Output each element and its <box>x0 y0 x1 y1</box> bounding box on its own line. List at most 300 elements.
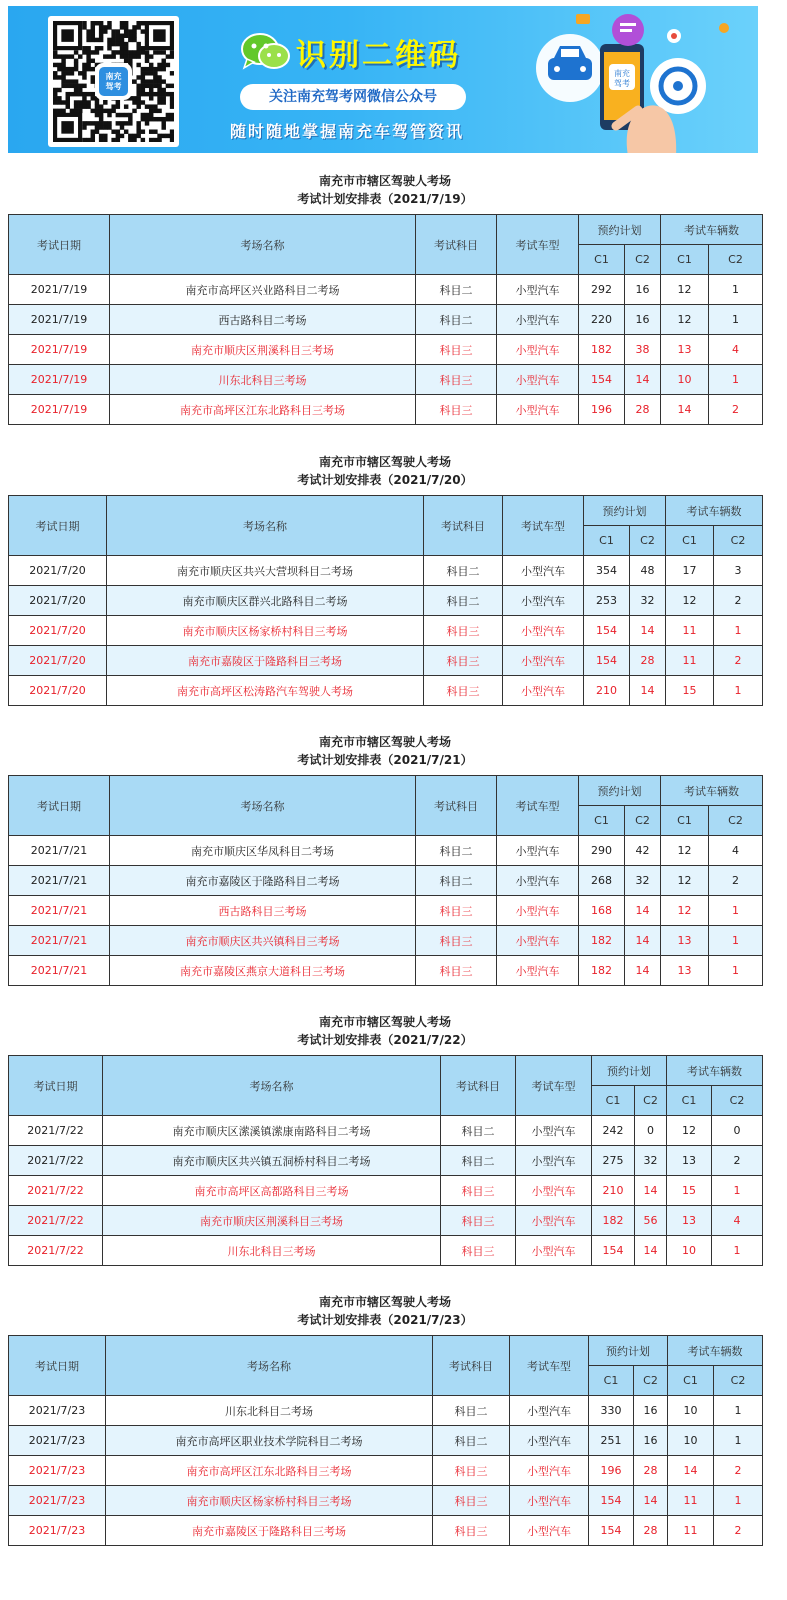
cell-plan-c1: 268 <box>579 866 625 896</box>
cell-plan-c1: 220 <box>579 305 625 335</box>
cell-venue: 南充市高坪区松涛路汽车驾驶人考场 <box>107 676 424 706</box>
cell-plan-c1: 154 <box>584 616 630 646</box>
cell-cars-c1: 15 <box>666 676 714 706</box>
cell-cars-c1: 11 <box>666 646 714 676</box>
schedule-body <box>9 275 763 425</box>
header-subject: 考试科目 <box>424 496 503 556</box>
cell-plan-c2: 14 <box>630 616 666 646</box>
qr-logo-line1: 南充 <box>105 71 122 81</box>
cell-subject: 科目二 <box>424 586 503 616</box>
section-title-line1: 南充市市辖区驾驶人考场 <box>318 735 451 749</box>
header-plan-c1: C1 <box>592 1086 635 1116</box>
table-row <box>9 1516 763 1546</box>
cell-plan-c2: 42 <box>625 836 661 866</box>
cell-venue: 南充市高坪区职业技术学院科目二考场 <box>106 1426 433 1456</box>
cell-vehicle: 小型汽车 <box>516 1236 592 1266</box>
header-vehicle: 考试车型 <box>497 215 579 275</box>
header-vehicle: 考试车型 <box>497 776 579 836</box>
wechat-icon <box>241 32 291 72</box>
cell-venue: 南充市顺庆区共兴镇五洞桥村科目二考场 <box>103 1146 441 1176</box>
cell-subject: 科目三 <box>416 896 497 926</box>
cell-plan-c1: 196 <box>589 1456 634 1486</box>
cell-plan-c2: 28 <box>634 1516 668 1546</box>
cell-date: 2021/7/22 <box>9 1116 103 1146</box>
cell-plan-c1: 251 <box>589 1426 634 1456</box>
cell-plan-c2: 32 <box>635 1146 667 1176</box>
cell-cars-c1: 17 <box>666 556 714 586</box>
card-icon <box>576 14 590 24</box>
cell-vehicle: 小型汽车 <box>510 1396 589 1426</box>
cell-plan-c2: 56 <box>635 1206 667 1236</box>
header-cars: 考试车辆数 <box>668 1336 763 1366</box>
cell-cars-c2: 2 <box>709 395 763 425</box>
cell-venue: 川东北科目二考场 <box>106 1396 433 1426</box>
cell-cars-c2: 1 <box>714 1396 763 1426</box>
table-row <box>9 365 763 395</box>
table-row <box>9 1206 763 1236</box>
cell-cars-c1: 12 <box>661 305 709 335</box>
cell-cars-c1: 12 <box>667 1116 712 1146</box>
table-row <box>9 676 763 706</box>
cell-vehicle: 小型汽车 <box>497 926 579 956</box>
header-subject: 考试科目 <box>433 1336 510 1396</box>
cell-plan-c1: 168 <box>579 896 625 926</box>
cell-vehicle: 小型汽车 <box>497 365 579 395</box>
header-cars-c2: C2 <box>714 526 763 556</box>
cell-venue: 南充市嘉陵区燕京大道科目三考场 <box>110 956 416 986</box>
cell-vehicle: 小型汽车 <box>497 836 579 866</box>
cell-venue: 南充市顺庆区共兴大营坝科目二考场 <box>107 556 424 586</box>
phone-logo-line1: 南充 <box>614 69 630 78</box>
header-cars: 考试车辆数 <box>661 215 763 245</box>
header-plan: 预约计划 <box>589 1336 668 1366</box>
schedule-body <box>9 836 763 986</box>
cell-vehicle: 小型汽车 <box>497 395 579 425</box>
cell-date: 2021/7/23 <box>9 1396 106 1426</box>
cell-cars-c1: 10 <box>661 365 709 395</box>
cell-cars-c1: 15 <box>667 1176 712 1206</box>
cell-plan-c1: 154 <box>592 1236 635 1266</box>
cell-venue: 南充市顺庆区杨家桥村科目三考场 <box>106 1486 433 1516</box>
cell-cars-c1: 12 <box>661 896 709 926</box>
header-cars-c2: C2 <box>714 1366 763 1396</box>
cell-cars-c1: 11 <box>666 616 714 646</box>
cell-subject: 科目三 <box>433 1456 510 1486</box>
cell-date: 2021/7/22 <box>9 1176 103 1206</box>
cell-venue: 南充市高坪区兴业路科目二考场 <box>110 275 416 305</box>
header-plan-c1: C1 <box>579 806 625 836</box>
cell-date: 2021/7/21 <box>9 866 110 896</box>
cell-cars-c2: 1 <box>709 305 763 335</box>
schedule-body <box>9 556 763 706</box>
cell-vehicle: 小型汽车 <box>510 1456 589 1486</box>
cell-cars-c1: 13 <box>667 1146 712 1176</box>
cell-venue: 南充市嘉陵区于隆路科目三考场 <box>106 1516 433 1546</box>
cell-subject: 科目三 <box>416 395 497 425</box>
cell-cars-c2: 2 <box>714 1516 763 1546</box>
cell-plan-c2: 16 <box>625 275 661 305</box>
header-plan-c2: C2 <box>625 245 661 275</box>
cell-plan-c2: 16 <box>634 1396 668 1426</box>
header-cars: 考试车辆数 <box>661 776 763 806</box>
cell-plan-c1: 210 <box>584 676 630 706</box>
schedule-table <box>8 775 763 986</box>
follow-account-pill: 关注南充驾考网微信公众号 <box>240 84 466 110</box>
table-row <box>9 1176 763 1206</box>
cell-plan-c1: 182 <box>579 926 625 956</box>
header-plan-c1: C1 <box>584 526 630 556</box>
cell-subject: 科目三 <box>441 1236 516 1266</box>
section-title-line2: 考试计划安排表（2021/7/21） <box>297 753 473 767</box>
cell-cars-c2: 1 <box>714 616 763 646</box>
table-row <box>9 1116 763 1146</box>
header-plan: 预约计划 <box>579 215 661 245</box>
cell-cars-c1: 10 <box>668 1426 714 1456</box>
section-title <box>8 1293 762 1329</box>
cell-plan-c2: 14 <box>635 1236 667 1266</box>
section-title <box>8 733 762 769</box>
header-plan-c2: C2 <box>625 806 661 836</box>
cell-cars-c2: 1 <box>709 896 763 926</box>
cell-date: 2021/7/21 <box>9 896 110 926</box>
table-row <box>9 646 763 676</box>
cell-cars-c1: 10 <box>668 1396 714 1426</box>
cell-subject: 科目二 <box>424 556 503 586</box>
cell-cars-c2: 2 <box>709 866 763 896</box>
phone-logo-line2: 驾考 <box>614 79 630 88</box>
cell-cars-c2: 1 <box>709 275 763 305</box>
cell-plan-c1: 182 <box>579 335 625 365</box>
header-cars-c2: C2 <box>712 1086 763 1116</box>
header-venue: 考场名称 <box>110 776 416 836</box>
cell-cars-c2: 1 <box>709 926 763 956</box>
cell-vehicle: 小型汽车 <box>510 1426 589 1456</box>
table-row <box>9 866 763 896</box>
scan-qr-title: 识别二维码 <box>296 38 461 73</box>
cell-plan-c2: 48 <box>630 556 666 586</box>
cell-venue: 南充市嘉陵区于隆路科目二考场 <box>110 866 416 896</box>
cell-date: 2021/7/22 <box>9 1146 103 1176</box>
cell-venue: 西古路科目三考场 <box>110 896 416 926</box>
cell-vehicle: 小型汽车 <box>510 1486 589 1516</box>
header-cars-c2: C2 <box>709 245 763 275</box>
header-subject: 考试科目 <box>441 1056 516 1116</box>
cell-plan-c1: 242 <box>592 1116 635 1146</box>
table-row <box>9 1486 763 1516</box>
cell-vehicle: 小型汽车 <box>503 556 584 586</box>
cell-cars-c2: 1 <box>709 365 763 395</box>
header-cars-c2: C2 <box>709 806 763 836</box>
cell-date: 2021/7/20 <box>9 616 107 646</box>
cell-cars-c1: 14 <box>661 395 709 425</box>
cell-venue: 南充市顺庆区华凤科目二考场 <box>110 836 416 866</box>
cell-venue: 南充市顺庆区共兴镇科目三考场 <box>110 926 416 956</box>
cell-cars-c2: 1 <box>709 956 763 986</box>
cell-plan-c1: 154 <box>589 1516 634 1546</box>
header-subject: 考试科目 <box>416 215 497 275</box>
section-title-line1: 南充市市辖区驾驶人考场 <box>318 1015 451 1029</box>
cell-cars-c1: 14 <box>668 1456 714 1486</box>
cell-subject: 科目三 <box>416 926 497 956</box>
cell-venue: 南充市顺庆区群兴北路科目二考场 <box>107 586 424 616</box>
table-row <box>9 1456 763 1486</box>
cell-vehicle: 小型汽车 <box>516 1146 592 1176</box>
header-date: 考试日期 <box>9 776 110 836</box>
header-vehicle: 考试车型 <box>503 496 584 556</box>
cell-venue: 南充市顺庆区潆溪镇潆康南路科目二考场 <box>103 1116 441 1146</box>
cell-cars-c1: 12 <box>666 586 714 616</box>
cell-date: 2021/7/19 <box>9 335 110 365</box>
schedule-body <box>9 1396 763 1546</box>
cell-date: 2021/7/22 <box>9 1236 103 1266</box>
cell-cars-c1: 12 <box>661 275 709 305</box>
cell-plan-c2: 28 <box>634 1456 668 1486</box>
header-cars: 考试车辆数 <box>667 1056 763 1086</box>
qr-logo-line2: 驾考 <box>105 81 122 91</box>
cell-date: 2021/7/19 <box>9 365 110 395</box>
cell-cars-c2: 4 <box>712 1206 763 1236</box>
cell-plan-c2: 14 <box>630 676 666 706</box>
header-plan-c1: C1 <box>589 1366 634 1396</box>
cell-cars-c2: 2 <box>714 586 763 616</box>
table-row <box>9 556 763 586</box>
section-title <box>8 453 762 489</box>
cell-venue: 西古路科目二考场 <box>110 305 416 335</box>
cell-plan-c1: 354 <box>584 556 630 586</box>
cell-venue: 南充市顺庆区荆溪科目三考场 <box>110 335 416 365</box>
cell-date: 2021/7/21 <box>9 836 110 866</box>
cell-plan-c1: 210 <box>592 1176 635 1206</box>
section-title-line2: 考试计划安排表（2021/7/20） <box>297 473 473 487</box>
cell-vehicle: 小型汽车 <box>503 646 584 676</box>
cell-subject: 科目二 <box>416 866 497 896</box>
cell-plan-c1: 275 <box>592 1146 635 1176</box>
header-vehicle: 考试车型 <box>510 1336 589 1396</box>
cell-plan-c2: 38 <box>625 335 661 365</box>
cell-vehicle: 小型汽车 <box>497 866 579 896</box>
header-plan-c1: C1 <box>579 245 625 275</box>
cell-cars-c2: 2 <box>714 646 763 676</box>
cell-date: 2021/7/19 <box>9 305 110 335</box>
cell-date: 2021/7/23 <box>9 1516 106 1546</box>
header-plan: 预约计划 <box>579 776 661 806</box>
cell-cars-c1: 11 <box>668 1516 714 1546</box>
header-plan-c2: C2 <box>634 1366 668 1396</box>
section-title-line1: 南充市市辖区驾驶人考场 <box>318 1295 451 1309</box>
table-row <box>9 926 763 956</box>
cell-cars-c1: 10 <box>667 1236 712 1266</box>
header-venue: 考场名称 <box>103 1056 441 1116</box>
cell-date: 2021/7/23 <box>9 1456 106 1486</box>
cell-venue: 川东北科目三考场 <box>103 1236 441 1266</box>
table-row <box>9 1236 763 1266</box>
banner-tagline: 随时随地掌握南充车驾管资讯 <box>230 122 465 141</box>
cell-plan-c1: 154 <box>589 1486 634 1516</box>
header-plan: 预约计划 <box>592 1056 667 1086</box>
cell-plan-c1: 292 <box>579 275 625 305</box>
cell-cars-c2: 0 <box>712 1116 763 1146</box>
cell-venue: 南充市高坪区高都路科目三考场 <box>103 1176 441 1206</box>
cell-plan-c2: 14 <box>625 365 661 395</box>
header-date: 考试日期 <box>9 215 110 275</box>
table-row <box>9 586 763 616</box>
cell-subject: 科目三 <box>424 676 503 706</box>
table-row <box>9 956 763 986</box>
cell-venue: 南充市高坪区江东北路科目三考场 <box>110 395 416 425</box>
cell-vehicle: 小型汽车 <box>497 275 579 305</box>
cell-vehicle: 小型汽车 <box>503 676 584 706</box>
header-cars-c1: C1 <box>668 1366 714 1396</box>
cell-cars-c2: 3 <box>714 556 763 586</box>
cell-vehicle: 小型汽车 <box>497 956 579 986</box>
cell-vehicle: 小型汽车 <box>510 1516 589 1546</box>
cell-plan-c1: 253 <box>584 586 630 616</box>
header-cars-c1: C1 <box>661 806 709 836</box>
cell-subject: 科目三 <box>424 646 503 676</box>
cell-cars-c1: 13 <box>661 956 709 986</box>
header-plan: 预约计划 <box>584 496 666 526</box>
header-date: 考试日期 <box>9 1336 106 1396</box>
schedule-table <box>8 214 763 425</box>
cell-date: 2021/7/20 <box>9 586 107 616</box>
table-row <box>9 896 763 926</box>
table-row <box>9 616 763 646</box>
cell-date: 2021/7/20 <box>9 556 107 586</box>
cell-subject: 科目三 <box>416 335 497 365</box>
cell-cars-c2: 2 <box>712 1146 763 1176</box>
cell-cars-c1: 13 <box>667 1206 712 1236</box>
cell-subject: 科目三 <box>441 1206 516 1236</box>
cell-plan-c2: 28 <box>630 646 666 676</box>
cell-venue: 南充市嘉陵区于隆路科目三考场 <box>107 646 424 676</box>
cell-subject: 科目二 <box>441 1116 516 1146</box>
cell-vehicle: 小型汽车 <box>503 586 584 616</box>
cell-plan-c1: 196 <box>579 395 625 425</box>
cell-plan-c1: 182 <box>579 956 625 986</box>
cell-vehicle: 小型汽车 <box>516 1206 592 1236</box>
qr-logo <box>97 65 130 98</box>
cell-venue: 南充市顺庆区杨家桥村科目三考场 <box>107 616 424 646</box>
table-row <box>9 275 763 305</box>
cell-vehicle: 小型汽车 <box>497 305 579 335</box>
qr-code[interactable] <box>48 16 179 147</box>
cell-plan-c2: 32 <box>625 866 661 896</box>
cell-plan-c2: 0 <box>635 1116 667 1146</box>
cell-cars-c2: 1 <box>712 1236 763 1266</box>
cell-date: 2021/7/20 <box>9 646 107 676</box>
header-plan-c2: C2 <box>635 1086 667 1116</box>
driving-phone-illustration <box>528 6 758 153</box>
cell-vehicle: 小型汽车 <box>497 896 579 926</box>
table-row <box>9 836 763 866</box>
wechat-qr-banner <box>8 6 758 153</box>
cell-date: 2021/7/22 <box>9 1206 103 1236</box>
schedule-table <box>8 1055 763 1266</box>
header-plan-c2: C2 <box>630 526 666 556</box>
section-title-line2: 考试计划安排表（2021/7/23） <box>297 1313 473 1327</box>
header-cars-c1: C1 <box>661 245 709 275</box>
cell-subject: 科目三 <box>433 1516 510 1546</box>
cell-plan-c2: 16 <box>634 1426 668 1456</box>
header-subject: 考试科目 <box>416 776 497 836</box>
cell-venue: 南充市高坪区江东北路科目三考场 <box>106 1456 433 1486</box>
cell-vehicle: 小型汽车 <box>503 616 584 646</box>
cell-subject: 科目二 <box>416 305 497 335</box>
cell-plan-c2: 14 <box>625 896 661 926</box>
header-vehicle: 考试车型 <box>516 1056 592 1116</box>
cell-plan-c1: 330 <box>589 1396 634 1426</box>
cell-subject: 科目二 <box>416 836 497 866</box>
schedule-table <box>8 1335 763 1546</box>
section-title-line2: 考试计划安排表（2021/7/22） <box>297 1033 473 1047</box>
cell-cars-c2: 4 <box>709 335 763 365</box>
cell-plan-c1: 154 <box>584 646 630 676</box>
cell-date: 2021/7/19 <box>9 275 110 305</box>
cell-plan-c1: 290 <box>579 836 625 866</box>
table-row <box>9 395 763 425</box>
cell-date: 2021/7/23 <box>9 1426 106 1456</box>
cell-cars-c1: 13 <box>661 335 709 365</box>
header-date: 考试日期 <box>9 1056 103 1116</box>
cell-subject: 科目三 <box>416 365 497 395</box>
table-row <box>9 1146 763 1176</box>
cell-subject: 科目二 <box>416 275 497 305</box>
section-title-line1: 南充市市辖区驾驶人考场 <box>318 174 451 188</box>
cell-cars-c2: 4 <box>709 836 763 866</box>
cell-plan-c2: 32 <box>630 586 666 616</box>
section-title-line1: 南充市市辖区驾驶人考场 <box>318 455 451 469</box>
cell-cars-c1: 12 <box>661 866 709 896</box>
cell-date: 2021/7/23 <box>9 1486 106 1516</box>
cell-cars-c2: 1 <box>714 1426 763 1456</box>
table-row <box>9 335 763 365</box>
cell-vehicle: 小型汽车 <box>516 1116 592 1146</box>
dot-icon <box>719 23 729 33</box>
cell-subject: 科目三 <box>424 616 503 646</box>
cell-venue: 南充市顺庆区荆溪科目三考场 <box>103 1206 441 1236</box>
cell-date: 2021/7/19 <box>9 395 110 425</box>
header-cars: 考试车辆数 <box>666 496 763 526</box>
cell-date: 2021/7/20 <box>9 676 107 706</box>
cell-cars-c2: 1 <box>712 1176 763 1206</box>
cell-cars-c1: 11 <box>668 1486 714 1516</box>
schedule-table <box>8 495 763 706</box>
cell-subject: 科目三 <box>441 1176 516 1206</box>
cell-cars-c1: 12 <box>661 836 709 866</box>
header-venue: 考场名称 <box>106 1336 433 1396</box>
schedule-body <box>9 1116 763 1266</box>
cell-plan-c2: 14 <box>625 926 661 956</box>
cell-plan-c2: 28 <box>625 395 661 425</box>
table-row <box>9 305 763 335</box>
cell-subject: 科目三 <box>433 1486 510 1516</box>
section-title <box>8 172 762 208</box>
header-date: 考试日期 <box>9 496 107 556</box>
cell-plan-c2: 14 <box>625 956 661 986</box>
section-title-line2: 考试计划安排表（2021/7/19） <box>297 192 473 206</box>
table-row <box>9 1396 763 1426</box>
cell-plan-c2: 14 <box>634 1486 668 1516</box>
cell-cars-c2: 1 <box>714 1486 763 1516</box>
cell-subject: 科目二 <box>441 1146 516 1176</box>
cell-subject: 科目二 <box>433 1396 510 1426</box>
cell-plan-c1: 154 <box>579 365 625 395</box>
cell-subject: 科目三 <box>416 956 497 986</box>
cell-date: 2021/7/21 <box>9 926 110 956</box>
cell-cars-c1: 13 <box>661 926 709 956</box>
cell-cars-c2: 2 <box>714 1456 763 1486</box>
cell-subject: 科目二 <box>433 1426 510 1456</box>
